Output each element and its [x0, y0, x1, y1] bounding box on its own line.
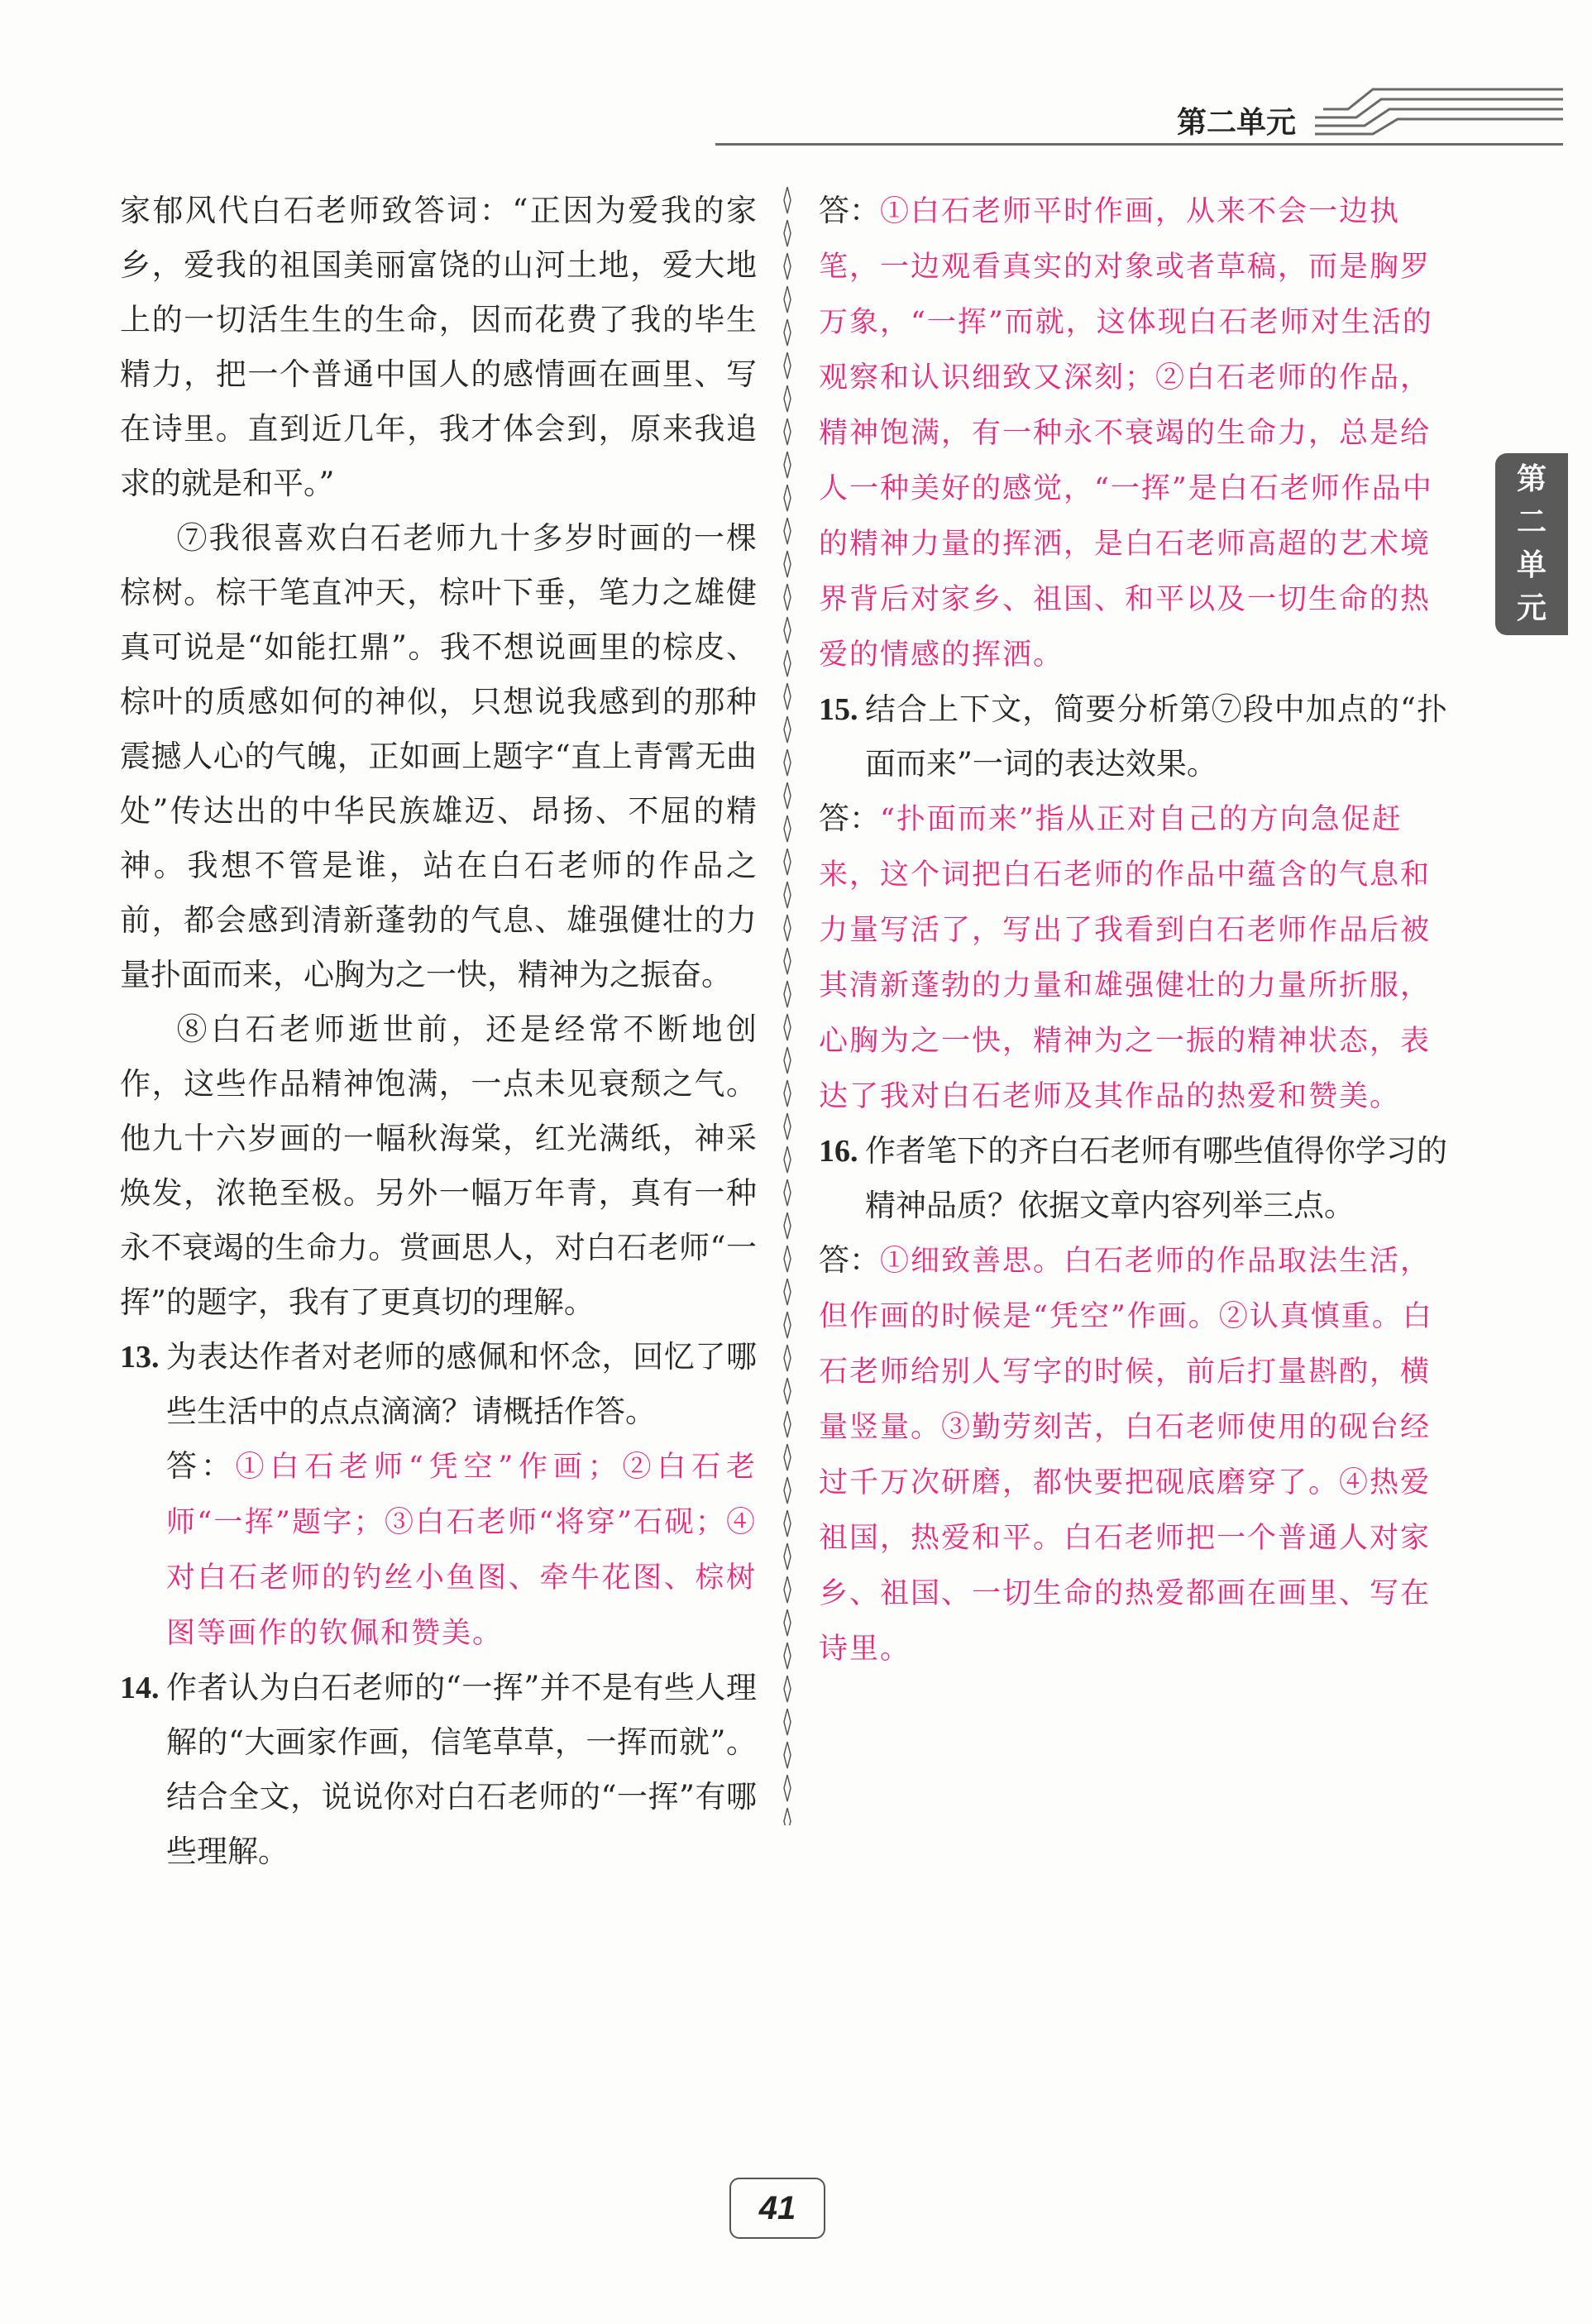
answer-text: “扑面而来”指从正对自己的方向急促赶来，这个词把白石老师的作品中蕴含的气息和力量写活了，写出了我看到白石老师作品后被其清新蓬勃的力量和雄强健壮的力量所折服，心胸为之一快，精神为之一振的精神状态，表达了我对白石老师及其作品的热爱和赞美。: [819, 803, 1432, 1113]
question-text: 为表达作者对老师的感佩和怀念，回忆了哪些生活中的点点滴滴？请概括作答。: [166, 1339, 757, 1429]
question-13: [120, 1330, 757, 1661]
answer-text: ①白石老师“凭空”作画；②白石老师“一挥”题字；③白石老师“将穿”石砚；④对白石老师的钓丝小鱼图、牵牛花图、棕树图等画作的钦佩和赞美。: [166, 1451, 757, 1650]
left-column: [120, 184, 757, 1879]
header-rule: [715, 143, 1563, 146]
answer-14: [819, 184, 1447, 682]
side-tab-char: 二: [1516, 505, 1547, 539]
answer-label: 答：: [819, 193, 880, 228]
column-divider: [782, 184, 793, 1825]
paragraph-7: ⑦我很喜欢白石老师九十多岁时画的一棵棕树。棕干笔直冲天，棕叶下垂，笔力之雄健真可说是“如能扛鼎”。我不想说画里的棕皮、棕叶的质感如何的神似，只想说我感到的那种震撼人心的气魄，正如画上题字“直上青霄无曲处”传达出的中华民族雄迈、昂扬、不屈的精神。我想不管是谁，站在白石老师的作品之前，都会感到清新蓬勃的气息、雄强健壮的力量扑面而来，心胸为之一快，精神为之振奋。: [120, 520, 757, 992]
side-tab-char: 元: [1516, 591, 1547, 625]
side-tab-char: 单: [1516, 548, 1547, 582]
paragraph-8: ⑧白石老师逝世前，还是经常不断地创作，这些作品精神饱满，一点未见衰颓之气。他九十六岁画的一幅秋海棠，红光满纸，神采焕发，浓艳至极。另外一幅万年青，真有一种永不衰竭的生命力。赏画思人，对白石老师“一挥”的题字，我有了更真切的理解。: [120, 1011, 757, 1320]
question-15: [819, 682, 1447, 791]
paragraph-6-continued: 家郁风代白石老师致答词：“正因为爱我的家乡，爱我的祖国美丽富饶的山河土地，爱大地上的一切活生生的生命，因而花费了我的毕生精力，把一个普通中国人的感情画在画里、写在诗里。直到近几年，我才体会到，原来我追求的就是和平。”: [120, 193, 757, 501]
question-14: [120, 1661, 757, 1879]
question-number: 16.: [819, 1134, 858, 1169]
answer-text: ①白石老师平时作画，从来不会一边执笔，一边观看真实的对象或者草稿，而是胸罗万象，“一挥”而就，这体现白石老师对生活的观察和认识细致又深刻；②白石老师的作品，精神饱满，有一种永不衰竭的生命力，总是给人一种美好的感觉，“一挥”是白石老师作品中的精神力量的挥洒，是白石老师高超的艺术境界背后对家乡、祖国、和平以及一切生命的热爱的情感的挥洒。: [819, 195, 1433, 672]
answer-text: ①细致善思。白石老师的作品取法生活，但作画的时候是“凭空”作画。②认真慎重。白石老师给别人写字的时候，前后打量斟酌，横量竖量。③勤劳刻苦，白石老师使用的砚台经过千万次研磨，都快要把砚底磨穿了。④热爱祖国，热爱和平。白石老师把一个普通人对家乡、祖国、一切生命的热爱都画在画里、写在诗里。: [819, 1245, 1433, 1666]
question-16: [819, 1124, 1447, 1233]
question-number: 15.: [819, 692, 858, 727]
page-number: 41: [729, 2178, 825, 2239]
answer-13: [166, 1439, 757, 1661]
question-text: 作者笔下的齐白石老师有哪些值得你学习的精神品质？依据文章内容列举三点。: [865, 1133, 1447, 1223]
answer-16: [819, 1233, 1447, 1676]
side-tab-char: 第: [1516, 462, 1547, 496]
right-column: [819, 184, 1447, 1676]
answer-label: 答：: [819, 801, 880, 836]
answer-label: 答：: [166, 1448, 236, 1484]
unit-title: 第二单元: [1176, 106, 1296, 140]
unit-side-tab: [1495, 453, 1568, 635]
answer-label: 答：: [819, 1242, 880, 1278]
question-text: 结合上下文，简要分析第⑦段中加点的“扑面而来”一词的表达效果。: [865, 691, 1447, 782]
question-number: 13.: [120, 1340, 160, 1375]
header-decoration: [1315, 76, 1563, 142]
answer-15: [819, 791, 1447, 1124]
question-text: 作者认为白石老师的“一挥”并不是有些人理解的“大画家作画，信笔草草，一挥而就”。结合全文，说说你对白石老师的“一挥”有哪些理解。: [166, 1670, 757, 1869]
question-number: 14.: [120, 1671, 160, 1705]
